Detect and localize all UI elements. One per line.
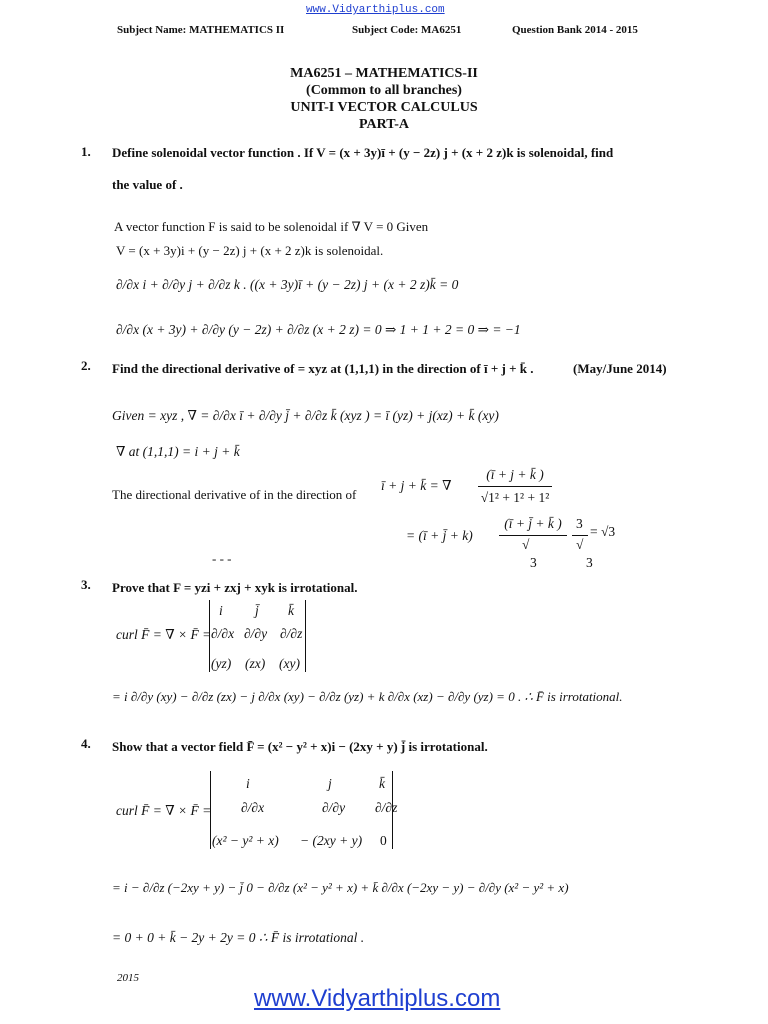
q2-result-fraction-bar (499, 535, 567, 536)
q3-expansion: = i ∂/∂y (xy) − ∂/∂z (zx) − j ∂/∂x (xy) − ∂/∂z (yz) + k ∂/∂x (xz) − ∂/∂y (yz) = 0 . ∴ F̄ is irrotational. (112, 689, 623, 704)
q3-det-r3c3: (xy) (279, 656, 300, 671)
course-subtitle: (Common to all branches) (306, 83, 462, 98)
q2-dashes: - - - (212, 551, 232, 566)
q2-dd-fraction-bar (478, 486, 552, 487)
q2-date: (May/June 2014) (573, 361, 667, 376)
q1-question: Define solenoidal vector function . If V = (x + 3y)ī + (y − 2z) j + (x + 2 z)k is solenoidal, find (112, 145, 614, 160)
q2-under-a: 3 (530, 555, 537, 570)
q1-divergence-result: ∂/∂x (x + 3y) + ∂/∂y (y − 2z) + ∂/∂z (x + 2 z) = 0 ⇒ 1 + 1 + 2 = 0 ⇒ = −1 (116, 322, 521, 337)
q3-det-r1c2: j̄ (255, 603, 259, 618)
part-title: PART-A (358, 117, 410, 132)
q4-det-r1c1: i (246, 776, 250, 791)
q4-det-r1c2: j (328, 776, 332, 791)
q2-dd-denominator: √1² + 1² + 1² (480, 490, 550, 505)
q3-number: 3. (81, 577, 91, 592)
q2-gradient: Given = xyz , ∇ = ∂/∂x ī + ∂/∂y j̄ + ∂/∂z k̄ (xyz ) = ī (yz) + j(xz) + k̄ (xy) (112, 408, 499, 423)
q2-result-mid-bar (572, 535, 588, 536)
q4-det-r1c3: k̄ (379, 776, 385, 791)
q4-number: 4. (81, 736, 91, 751)
q2-gradient-at-point: ∇ at (1,1,1) = i + j + k̄ (116, 444, 240, 459)
q3-det-r1c3: k̄ (288, 603, 294, 618)
q2-result-final: = √3 (590, 524, 616, 539)
q2-result-left: = (ī + j̄ + k) (406, 528, 473, 543)
q4-expansion: = i − ∂/∂z (−2xy + y) − j̄ 0 − ∂/∂z (x² − y² + x) + k̄ ∂/∂x (−2xy − y) − ∂/∂y (x² − y² + x) (112, 880, 569, 895)
q2-dd-text: The directional derivative of in the direction of (112, 487, 357, 502)
footer-year: 2015 (117, 972, 139, 984)
q2-under-b: 3 (586, 555, 593, 570)
q3-det-r2c2: ∂/∂y (244, 626, 268, 641)
top-site-link[interactable]: www.Vidyarthiplus.com (306, 4, 445, 16)
q3-det-r2c1: ∂/∂x (211, 626, 235, 641)
q4-final: = 0 + 0 + k̄ − 2y + 2y = 0 ∴ F̄ is irrotational . (112, 930, 365, 945)
q2-result-numerator: (ī + j̄ + k̄ ) (504, 516, 562, 531)
q4-question: Show that a vector field F̄ = (x² − y² + x)i − (2xy + y) j̄ is irrotational. (112, 739, 488, 754)
q1-divergence-eq: ∂/∂x i + ∂/∂y j + ∂/∂z k . ((x + 3y)ī + (y − 2z) j + (x + 2 z)k̄ = 0 (116, 277, 459, 292)
q2-result-mid-denominator: √ (576, 537, 584, 552)
q1-question-cont: the value of . (112, 177, 183, 192)
subject-code: Subject Code: MA6251 (352, 24, 462, 36)
q3-curl-label: curl F̄ = ∇ × F̄ = (116, 627, 212, 642)
question-bank-year: Question Bank 2014 - 2015 (512, 24, 638, 36)
q3-det-r2c3: ∂/∂z (280, 626, 303, 641)
q3-det-r3c1: (yz) (211, 656, 232, 671)
q1-answer-definition: A vector function F is said to be solenoidal if ∇ V = 0 Given (114, 219, 429, 234)
unit-title: UNIT-I VECTOR CALCULUS (290, 100, 478, 115)
q2-result-mid-numerator: 3 (576, 516, 583, 531)
q2-result-denominator: √ (522, 537, 530, 552)
q3-det-r3c2: (zx) (245, 656, 266, 671)
q4-det-r3c3: 0 (380, 833, 387, 848)
q2-number: 2. (81, 358, 91, 373)
q3-det-right-bar (305, 600, 306, 672)
subject-name: Subject Name: MATHEMATICS II (117, 24, 285, 36)
q4-curl-label: curl F̄ = ∇ × F̄ = (116, 803, 212, 818)
q4-det-r2c2: ∂/∂y (322, 800, 346, 815)
q4-det-left-bar (210, 771, 211, 849)
q2-dd-vector: ī + j + k̄ = ∇ (381, 478, 452, 493)
q4-det-r2c1: ∂/∂x (241, 800, 265, 815)
q2-dd-numerator: (ī + j + k̄ ) (486, 467, 544, 482)
course-title: MA6251 – MATHEMATICS-II (290, 66, 478, 81)
q3-question: Prove that F = yzi + zxj + xyk is irrotational. (112, 580, 358, 595)
q4-det-r2c3: ∂/∂z (375, 800, 398, 815)
q4-det-r3c2: − (2xy + y) (300, 833, 363, 848)
footer-site-link[interactable]: www.Vidyarthiplus.com (254, 985, 501, 1012)
q3-det-r1c1: i (219, 603, 223, 618)
q4-det-r3c1: (x² − y² + x) (212, 833, 279, 848)
q1-number: 1. (81, 144, 91, 159)
q3-det-left-bar (209, 600, 210, 672)
q1-answer-given: V = (x + 3y)i + (y − 2z) j + (x + 2 z)k is solenoidal. (116, 243, 384, 258)
q2-question: Find the directional derivative of = xyz at (1,1,1) in the direction of ī + j + k̄ . (112, 361, 534, 376)
